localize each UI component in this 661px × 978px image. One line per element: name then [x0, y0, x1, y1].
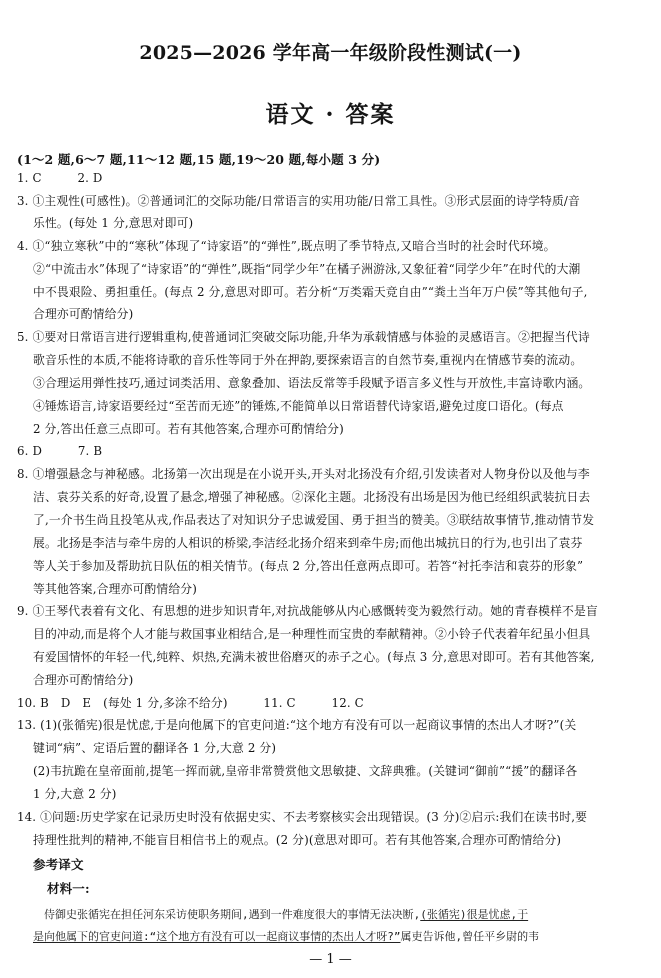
answer-3-line: 3. ①主观性(可感性)。②普通词汇的交际功能/日常语言的实用功能/日常工具性。③形式层面的诗学特质/音: [17, 194, 580, 208]
answer-5-line: ④锤炼语言,诗家语要经过“至苦而无迹”的锤炼,不能简单以日常语替代诗家语,避免过度口语化。(每点: [33, 399, 564, 413]
answer-5-line: 歌音乐性的本质,不能将诗歌的音乐性等同于外在押韵,要探索语言的自然节奏,重视内在情感节奏的流动。: [33, 353, 583, 367]
answer-9-line: 合理亦可酌情给分): [33, 673, 134, 687]
material-one-label: 材料一:: [47, 881, 90, 896]
translation-line: [33, 928, 539, 944]
answer-14-line: 14. ①问题:历史学家在记录历史时没有依据史实、不去考察核实会出现错误。(3 分)②启示:我们在读书时,要: [17, 810, 588, 824]
answer-4-line: 合理亦可酌情给分): [33, 307, 134, 321]
underlined-translation-text: 是向他属下的官吏问道:“这个地方有没有可以一起商议事情的杰出人才呀?”: [33, 930, 401, 943]
subject-answer-title: 语文 · 答案: [265, 101, 396, 128]
answer-10-12: 10. B D E (每处 1 分,多涂不给分) 11. C 12. C: [17, 696, 364, 710]
answer-4-line: ②“中流击水”体现了“诗家语”的“弹性”,既指“同学少年”在橘子洲游泳,又象征着“同学少年”在时代的大潮: [33, 262, 581, 276]
answer-8-line: 8. ①增强悬念与神秘感。北扬第一次出现是在小说开头,开头对北扬没有介绍,引发读者对人物身份以及他与李: [17, 467, 590, 481]
answer-4-line: 中不畏艰险、勇担重任。(每点 2 分,意思对即可。若分析“万类霜天竞自由”“粪土当年万户侯”等其他句子,: [33, 285, 588, 299]
answer-1-2: 1. C 2. D: [17, 171, 103, 185]
answer-9-line: 有爱国情怀的年轻一代,纯粹、炽热,充满未被世俗磨灭的赤子之心。(每点 3 分,意思对即可。若有其他答案,: [33, 650, 595, 664]
answer-6-7: 6. D 7. B: [17, 444, 103, 458]
translation-line: [44, 906, 528, 922]
answer-3-line: 乐性。(每处 1 分,意思对即可): [33, 216, 194, 230]
answer-8-line: 洁、袁芬关系的好奇,设置了悬念,增强了神秘感。②深化主题。北扬没有出场是因为他已经组织武装抗日去: [33, 490, 591, 504]
page-number: — 1 —: [309, 952, 352, 967]
translation-text: 侍御史张循宪在担任河东采访使职务期间,遇到一件难度很大的事情无法决断,: [44, 908, 421, 921]
translation-text: 属吏告诉他,曾任平乡尉的韦: [400, 930, 540, 943]
answer-5-line: ③合理运用弹性技巧,通过词类活用、意象叠加、语法反常等手段赋予语言多义性与开放性,丰富诗歌内涵。: [33, 376, 591, 390]
reference-translation-heading: 参考译文: [33, 857, 84, 872]
answer-9-line: 目的冲动,而是将个人才能与救国事业相结合,是一种理性而宝贵的奉献精神。②小铃子代表着年纪虽小但具: [33, 627, 591, 641]
answer-5-line: 2 分,答出任意三点即可。若有其他答案,合理亦可酌情给分): [33, 422, 344, 436]
answer-8-line: 了,一介书生尚且投笔从戎,作品表达了对知识分子忠诚爱国、勇于担当的赞美。③联结故事情节,推动情节发: [33, 513, 595, 527]
answer-8-line: 等其他答案,合理亦可酌情给分): [33, 582, 197, 596]
answer-9-line: 9. ①王琴代表着有文化、有思想的进步知识青年,对抗战能够从内心感慨转变为毅然行动。她的青春模样不是盲: [17, 604, 598, 618]
underlined-translation-text: (张循宪)很是忧虑,于: [420, 908, 529, 921]
exam-title: 2025—2026 学年高一年级阶段性测试(一): [139, 42, 522, 64]
answer-4-line: 4. ①“独立寒秋”中的“寒秋”体现了“诗家语”的“弹性”,既点明了季节特点,又暗合当时的社会时代环境。: [17, 239, 556, 253]
scoring-note: (1～2 题,6～7 题,11～12 题,15 题,19～20 题,每小题 3 分): [17, 152, 381, 167]
answer-13-line: (2)韦抗跪在皇帝面前,提笔一挥而就,皇帝非常赞赏他文思敏捷、文辞典雅。(关键词“御前”“援”的翻译各: [33, 764, 578, 778]
answer-13-line: 1 分,大意 2 分): [33, 787, 117, 801]
answer-5-line: 5. ①要对日常语言进行逻辑重构,使普通词汇突破交际功能,升华为承载情感与体验的灵感语言。②把握当代诗: [17, 330, 590, 344]
answer-8-line: 展。北扬是李洁与牵牛房的人相识的桥梁,李洁经北扬介绍来到牵牛房;而他出城抗日的行为,也引出了袁芬: [33, 536, 583, 550]
answer-13-line: 键词“病”、定语后置的翻译各 1 分,大意 2 分): [33, 741, 277, 755]
answer-14-line: 持理性批判的精神,不能盲目相信书上的观点。(2 分)(意思对即可。若有其他答案,合理亦可酌情给分): [33, 833, 562, 847]
answer-13-line: 13. (1)(张循宪)很是忧虑,于是向他属下的官吏问道:“这个地方有没有可以一起商议事情的杰出人才呀?”(关: [17, 718, 577, 732]
answer-8-line: 等人关于参加及帮助抗日队伍的相关情节。(每点 2 分,答出任意两点即可。若答“衬托李洁和袁芬的形象”: [33, 559, 584, 573]
